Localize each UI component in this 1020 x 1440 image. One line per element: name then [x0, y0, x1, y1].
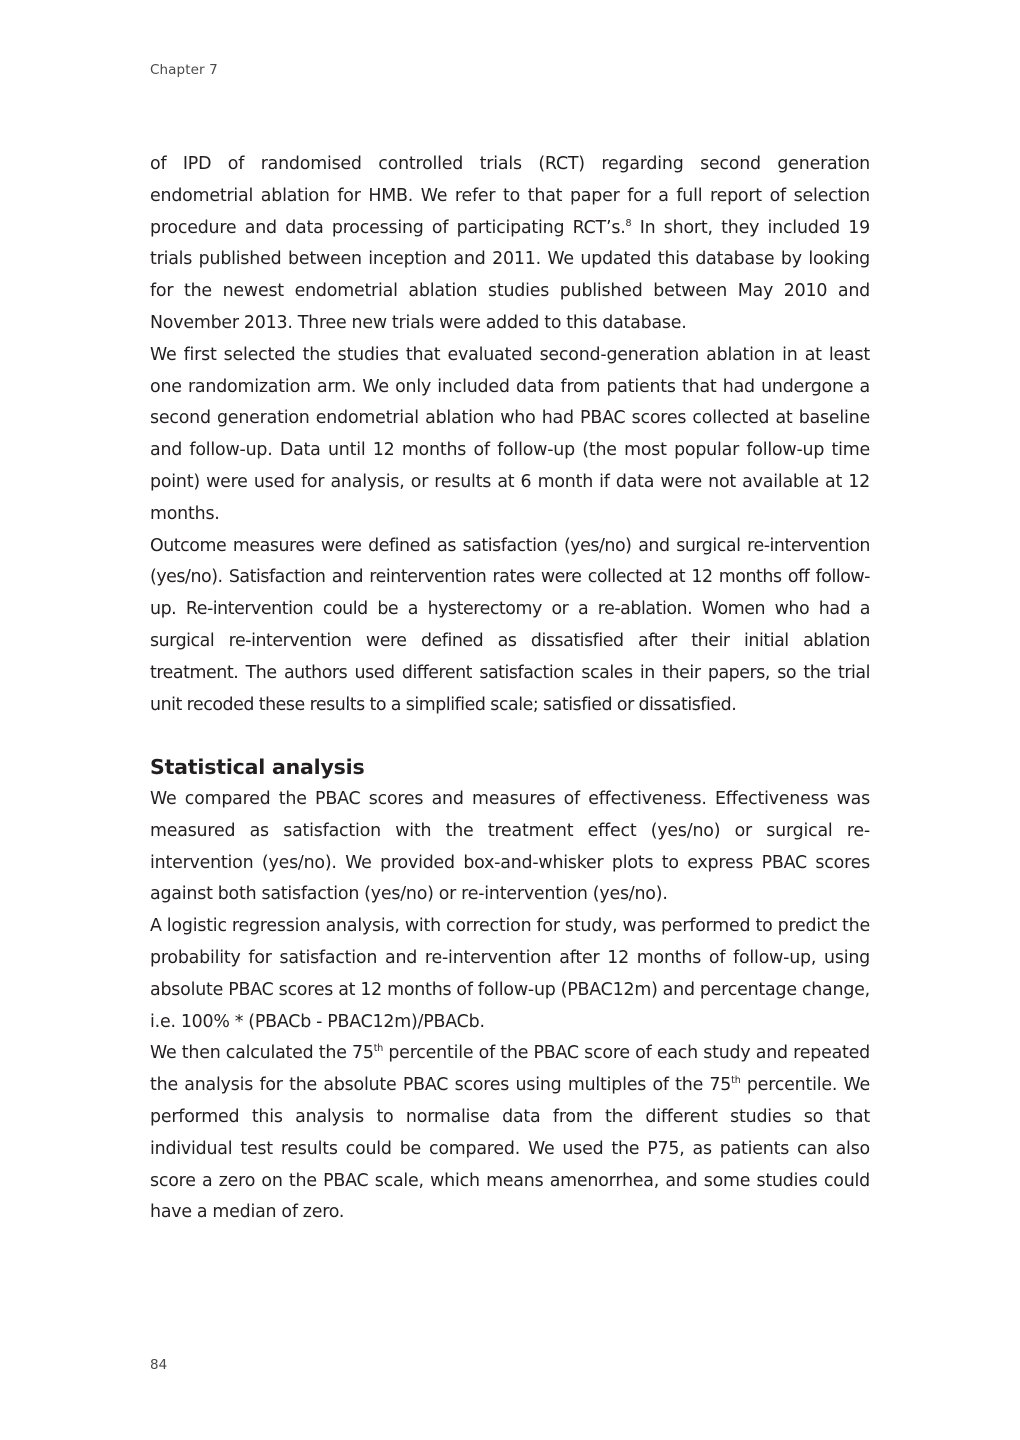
ordinal-superscript: th	[373, 1043, 384, 1055]
running-head: Chapter 7	[150, 62, 218, 78]
reference-superscript: 8	[625, 217, 632, 229]
methods-text	[150, 149, 870, 721]
methods-p1-text-b: In short, they included 19 trials published between inception and 2011. We updated this database by looking for the newest endometrial ablation studies published between May 2010 and November 2013. Three new trials were added to this database.	[150, 217, 870, 333]
page-number: 84	[150, 1357, 168, 1373]
analysis-p3-text-c: percentile. We performed this analysis to normalise data from the different studies so that individual test results could be compared. We used the P75, as patients can also score a zero on the PBAC scale, which means amenorrhea, and some studies could have a median of zero.	[150, 1075, 870, 1223]
methods-paragraph-2: We first selected the studies that evaluated second-generation ablation in at least one randomization arm. We only included data from patients that had undergone a second generation endometrial ablation who had PBAC scores collected at baseline and follow-up. Data until 12 months of follow-up (the most popular follow-up time point) were used for analysis, or results at 6 month if data were not available at 12 months.	[150, 344, 870, 524]
methods-paragraph-3: Outcome measures were defined as satisfaction (yes/no) and surgical re-intervention (yes/no). Satisfaction and reintervention rates were collected at 12 months off follow-up. Re-intervention could be a hysterectomy or a re-ablation. Women who had a surgical re-intervention were defined as dissatisfied after their initial ablation treatment. The authors used different satisfaction scales in their papers, so the trial unit recoded these results to a simplified scale; satisfied or dissatisfied.	[150, 535, 870, 715]
methods-paragraph-1	[150, 149, 870, 340]
analysis-p3-text-a: We then calculated the 75	[150, 1043, 374, 1064]
analysis-p3-text-b: percentile of the PBAC score of each study and repeated the analysis for the absolute PBAC scores using multiples of the 75	[150, 1043, 870, 1096]
analysis-paragraph-3	[150, 1038, 870, 1229]
methods-p1-text-a: of IPD of randomised controlled trials (RCT) regarding second generation endometrial ablation for HMB. We refer to that paper for a full report of selection procedure and data processing of participating RCT’s.	[150, 154, 870, 238]
statistical-analysis-text	[150, 784, 870, 1229]
ordinal-superscript: th	[731, 1075, 741, 1087]
analysis-paragraph-1: We compared the PBAC scores and measures of effectiveness. Effectiveness was measured as satisfaction with the treatment effect (yes/no) or surgical re-intervention (yes/no). We provided box-and-whisker plots to express PBAC scores against both satisfaction (yes/no) or re-intervention (yes/no).	[150, 789, 870, 905]
analysis-paragraph-2: A logistic regression analysis, with correction for study, was performed to predict the probability for satisfaction and re-intervention after 12 months of follow-up, using absolute PBAC scores at 12 months of follow-up (PBAC12m) and percentage change, i.e. 100% * (PBACb - PBAC12m)/PBACb.	[150, 916, 870, 1032]
section-heading-statistical-analysis: Statistical analysis	[150, 755, 365, 779]
